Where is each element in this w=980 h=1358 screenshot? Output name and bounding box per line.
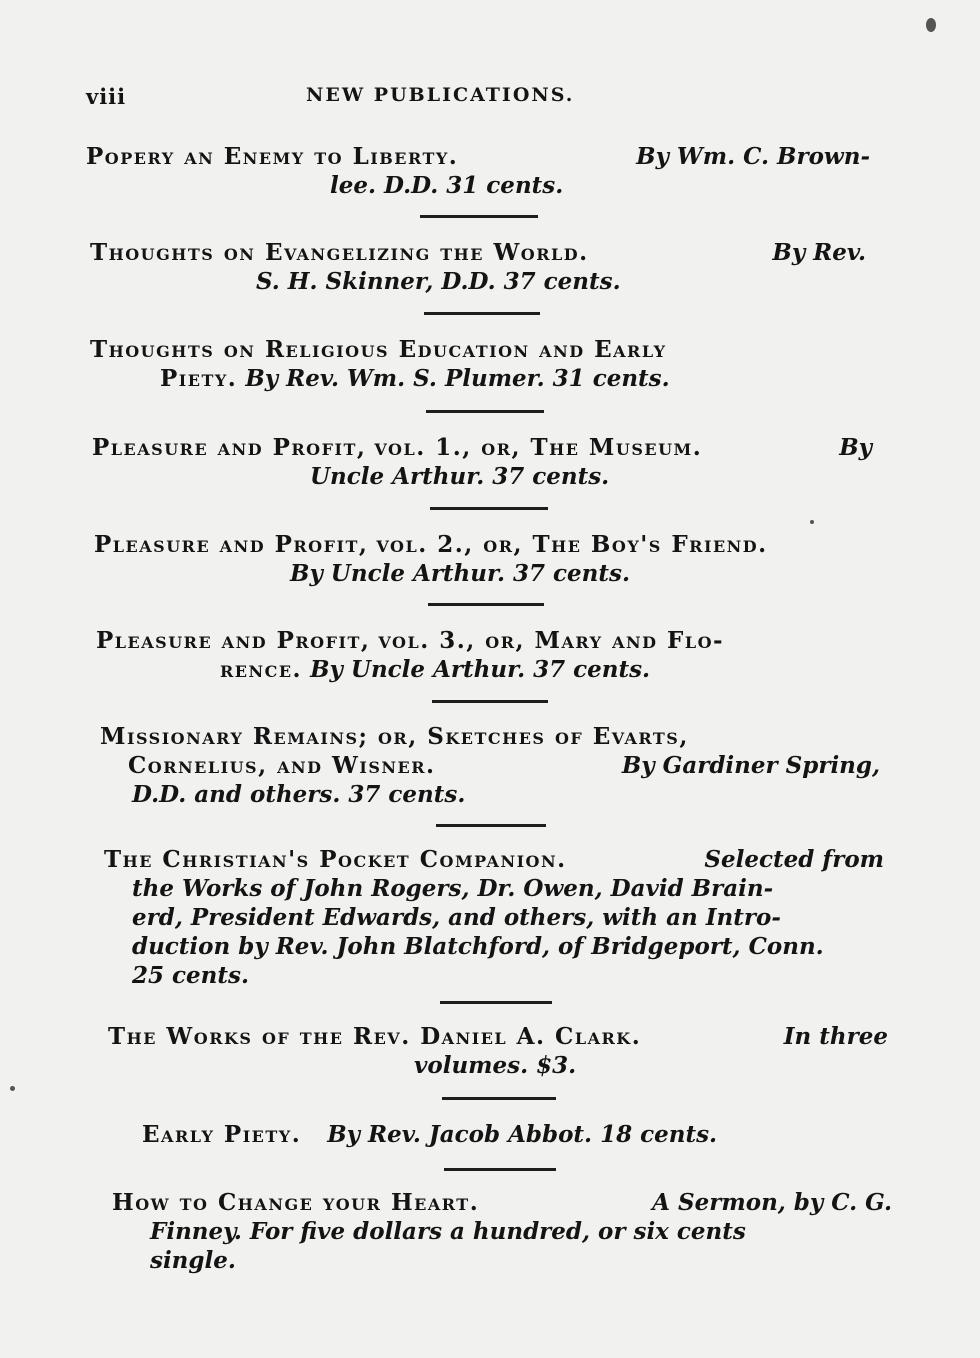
entry-price: 25 cents. [132, 962, 249, 989]
publication-entry [100, 722, 880, 809]
entry-author-price: By Rev. Jacob Abbot. 18 cents. [327, 1121, 718, 1148]
entry-description-line: Finney. For five dollars a hundred, or six cents [150, 1218, 746, 1245]
entry-author: By Wm. C. Brown- [636, 143, 870, 170]
entry-volume: vol. 1., or, The Museum. [374, 434, 703, 461]
publication-entry [90, 238, 866, 296]
scan-speck [926, 18, 936, 32]
divider-rule [424, 312, 540, 315]
entry-volume: vol. 2., or, The Boy's Friend. [376, 531, 768, 558]
entry-title-continued: Piety. [160, 365, 238, 392]
entry-title: Thoughts on Evangelizing the World. [90, 239, 589, 266]
entry-author: By Gardiner Spring, [621, 752, 880, 779]
entry-author-price: D.D. and others. 37 cents. [132, 781, 466, 808]
entry-description-line: duction by Rev. John Blatchford, of Bridgeport, Conn. [132, 933, 824, 960]
publication-entry [142, 1120, 862, 1149]
publication-entry [108, 1022, 888, 1080]
entry-title: Popery an Enemy to Liberty. [86, 143, 459, 170]
publication-entry [92, 433, 872, 491]
entry-author-price: By Rev. Wm. S. Plumer. 31 cents. [245, 365, 670, 392]
entry-volume: vol. 3., or, Mary and Flo- [378, 627, 725, 654]
entry-author: By Rev. [772, 239, 866, 266]
entry-title: The Works of the Rev. Daniel A. Clark. [108, 1023, 642, 1050]
entry-description: Selected from [704, 846, 884, 873]
entry-title: Missionary Remains; or, Sketches of Evarts, [100, 723, 689, 750]
entry-description-line: the Works of John Rogers, Dr. Owen, David Brain- [132, 875, 774, 902]
entry-author-price: Uncle Arthur. 37 cents. [310, 463, 610, 490]
entry-description-line: erd, President Edwards, and others, with an Intro- [132, 904, 781, 931]
entry-description: In three [783, 1023, 888, 1050]
scan-speck [10, 1086, 15, 1091]
entry-author-price: S. H. Skinner, D.D. 37 cents. [256, 268, 621, 295]
divider-rule [440, 1001, 552, 1004]
entry-title: Early Piety. [142, 1121, 302, 1148]
publication-entry [112, 1188, 892, 1275]
divider-rule [436, 824, 546, 827]
publication-entry [94, 530, 874, 588]
entry-title: Pleasure and Profit, [92, 434, 367, 461]
entry-volumes-price: volumes. $3. [414, 1052, 577, 1079]
entry-title-continued: Cornelius, and Wisner. [128, 752, 436, 779]
page-number: viii [86, 84, 127, 109]
publication-entry [96, 626, 876, 684]
publication-entry [90, 335, 870, 393]
entry-title: Pleasure and Profit, [96, 627, 371, 654]
publication-entry [104, 845, 884, 990]
entry-description-line: single. [150, 1247, 236, 1274]
divider-rule [430, 507, 548, 510]
scan-speck [810, 520, 814, 524]
page-title: NEW PUBLICATIONS. [306, 84, 575, 106]
entry-title-continued: rence. [220, 656, 303, 683]
divider-rule [444, 1168, 556, 1171]
divider-rule [420, 215, 538, 218]
entry-title: How to Change your Heart. [112, 1189, 480, 1216]
divider-rule [442, 1097, 556, 1100]
entry-author: A Sermon, by C. G. [652, 1189, 892, 1216]
entry-author-price: By Uncle Arthur. 37 cents. [310, 656, 651, 683]
divider-rule [432, 700, 548, 703]
entry-author: By [839, 434, 872, 461]
entry-title: Pleasure and Profit, [94, 531, 369, 558]
entry-title: The Christian's Pocket Companion. [104, 846, 567, 873]
entry-title: Thoughts on Religious Education and Early [90, 336, 667, 363]
divider-rule [426, 410, 544, 413]
publication-entry [86, 142, 870, 200]
divider-rule [428, 603, 544, 606]
entry-author-price: lee. D.D. 31 cents. [330, 172, 564, 199]
entry-author-price: By Uncle Arthur. 37 cents. [290, 560, 630, 587]
